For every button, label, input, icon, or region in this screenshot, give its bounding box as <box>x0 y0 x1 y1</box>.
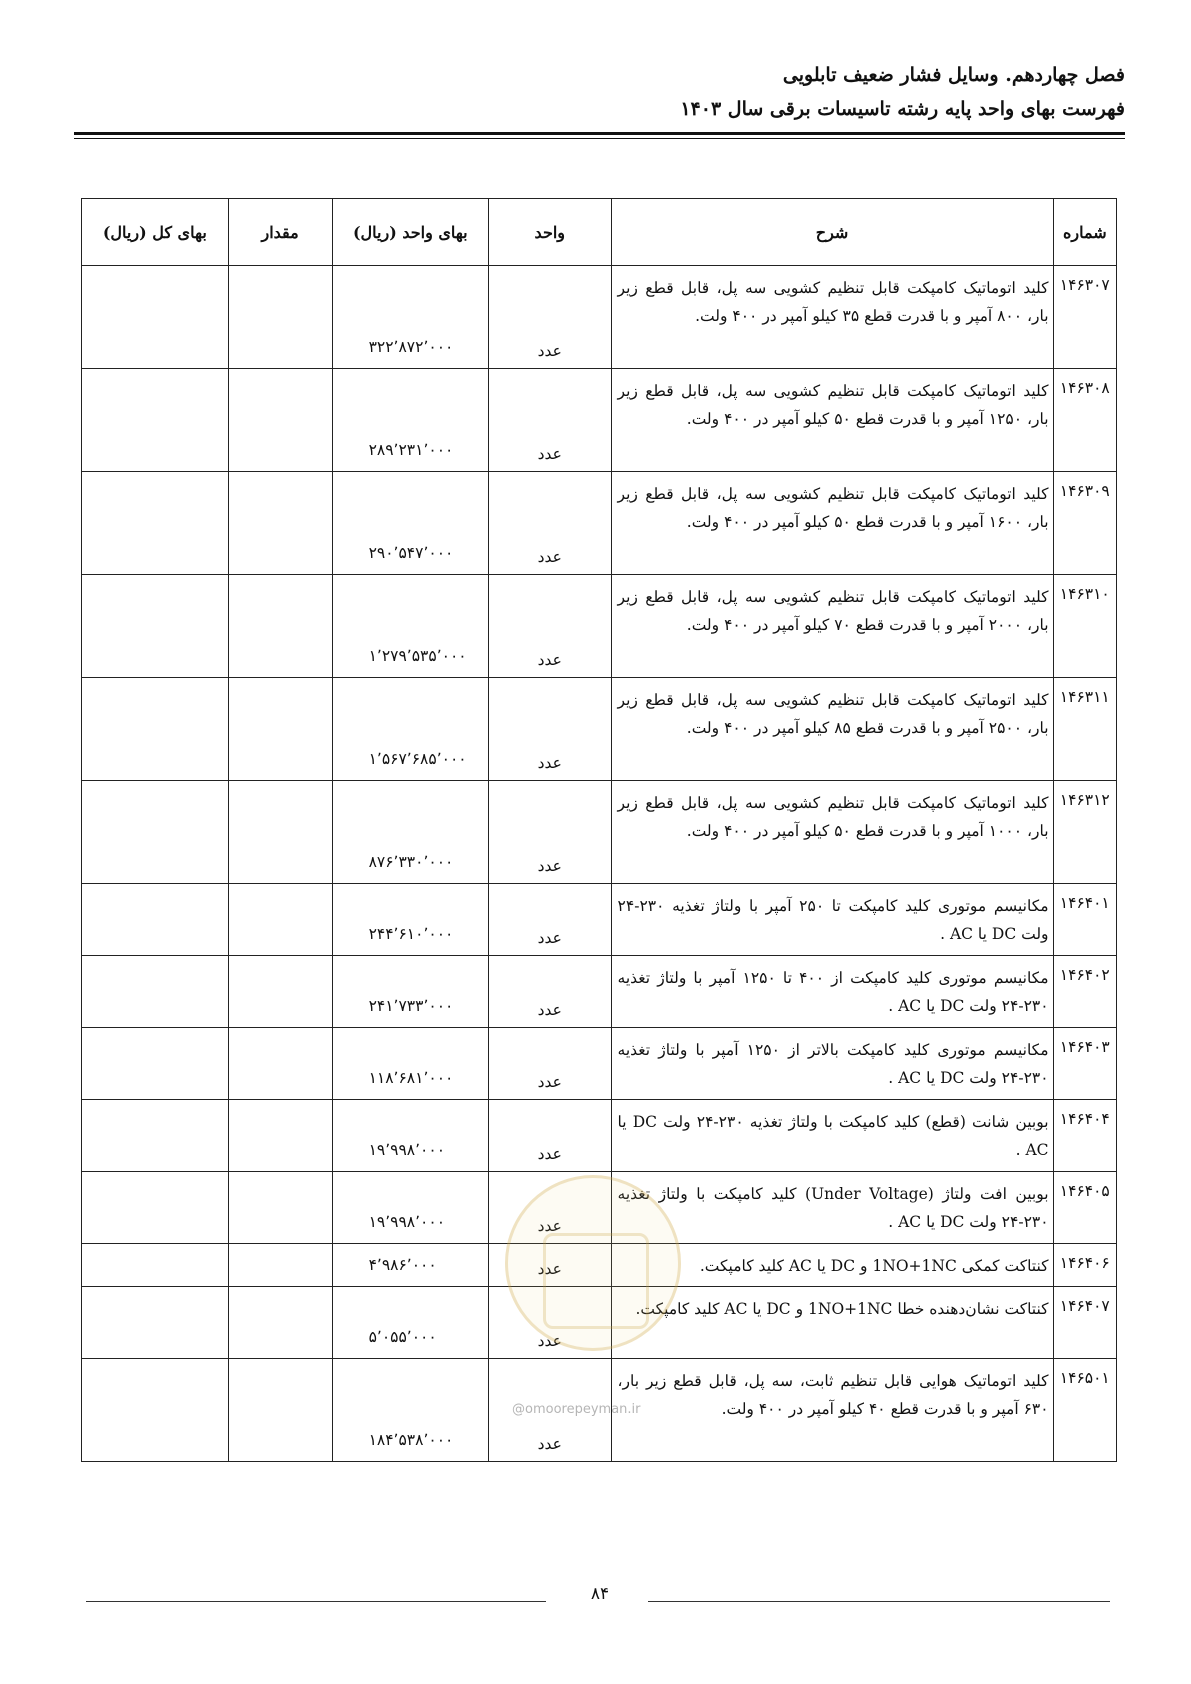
row-quantity <box>228 1359 332 1462</box>
header-total-price: بهای کل (ریال) <box>82 199 229 266</box>
header-quantity: مقدار <box>228 199 332 266</box>
header-number: شماره <box>1053 199 1116 266</box>
row-unit-price: ۱۹٬۹۹۸٬۰۰۰ <box>332 1172 488 1244</box>
row-quantity <box>228 266 332 369</box>
row-unit-price: ۲۴۱٬۷۳۳٬۰۰۰ <box>332 956 488 1028</box>
row-description: کنتاکت نشان‌دهنده خطا 1NO+1NC و DC یا AC کلید کامپکت. <box>611 1287 1053 1359</box>
row-number: ۱۴۶۴۰۲ <box>1053 956 1116 1028</box>
row-total-price <box>82 472 229 575</box>
row-unit-price: ۱٬۵۶۷٬۶۸۵٬۰۰۰ <box>332 678 488 781</box>
table-row <box>82 1100 1117 1172</box>
row-number: ۱۴۶۳۰۷ <box>1053 266 1116 369</box>
row-description: مکانیسم موتوری کلید کامپکت از ۴۰۰ تا ۱۲۵۰ آمپر با ولتاژ تغذیه ۲۳۰-۲۴ ولت DC یا AC . <box>611 956 1053 1028</box>
table-row <box>82 1244 1117 1287</box>
row-unit-price: ۲۹۰٬۵۴۷٬۰۰۰ <box>332 472 488 575</box>
row-number: ۱۴۶۴۰۱ <box>1053 884 1116 956</box>
row-number: ۱۴۶۳۰۹ <box>1053 472 1116 575</box>
row-total-price <box>82 1287 229 1359</box>
row-description: کلید اتوماتیک کامپکت قابل تنظیم کشویی سه پل، قابل قطع زیر بار، ۸۰۰ آمپر و با قدرت قطع ۳۵ کیلو آمپر در ۴۰۰ ولت. <box>611 266 1053 369</box>
table-row <box>82 781 1117 884</box>
row-unit: عدد <box>489 472 612 575</box>
page-header <box>65 58 1125 126</box>
row-total-price <box>82 1028 229 1100</box>
chapter-title: فصل چهاردهم. وسایل فشار ضعیف تابلویی <box>782 64 1125 86</box>
row-number: ۱۴۶۳۱۰ <box>1053 575 1116 678</box>
row-unit: عدد <box>489 1100 612 1172</box>
row-total-price <box>82 266 229 369</box>
table-header-row <box>82 199 1117 266</box>
row-unit: عدد <box>489 369 612 472</box>
row-total-price <box>82 781 229 884</box>
row-unit: عدد <box>489 884 612 956</box>
row-number: ۱۴۶۴۰۵ <box>1053 1172 1116 1244</box>
row-quantity <box>228 678 332 781</box>
row-unit-price: ۲۸۹٬۲۳۱٬۰۰۰ <box>332 369 488 472</box>
row-description: بوبین شانت (قطع) کلید کامپکت با ولتاژ تغذیه ۲۳۰-۲۴ ولت DC یا AC . <box>611 1100 1053 1172</box>
row-unit: عدد <box>489 956 612 1028</box>
row-number: ۱۴۶۴۰۶ <box>1053 1244 1116 1287</box>
row-total-price <box>82 956 229 1028</box>
row-description: کلید اتوماتیک کامپکت قابل تنظیم کشویی سه پل، قابل قطع زیر بار، ۱۶۰۰ آمپر و با قدرت قطع ۵۰ کیلو آمپر در ۴۰۰ ولت. <box>611 472 1053 575</box>
row-total-price <box>82 1172 229 1244</box>
row-quantity <box>228 781 332 884</box>
row-description: کلید اتوماتیک کامپکت قابل تنظیم کشویی سه پل، قابل قطع زیر بار، ۲۵۰۰ آمپر و با قدرت قطع ۸۵ کیلو آمپر در ۴۰۰ ولت. <box>611 678 1053 781</box>
row-total-price <box>82 1244 229 1287</box>
row-total-price <box>82 884 229 956</box>
row-unit-price: ۱۸۴٬۵۳۸٬۰۰۰ <box>332 1359 488 1462</box>
row-quantity <box>228 472 332 575</box>
row-unit-price: ۵٬۰۵۵٬۰۰۰ <box>332 1287 488 1359</box>
document-subtitle: فهرست بهای واحد پایه رشته تاسیسات برقی سال ۱۴۰۳ <box>680 98 1125 120</box>
row-unit-price: ۴٬۹۸۶٬۰۰۰ <box>332 1244 488 1287</box>
header-rule-thick <box>74 132 1125 135</box>
row-quantity <box>228 1287 332 1359</box>
row-unit-price: ۳۲۲٬۸۷۲٬۰۰۰ <box>332 266 488 369</box>
row-quantity <box>228 1172 332 1244</box>
row-unit: عدد <box>489 1287 612 1359</box>
row-number: ۱۴۶۵۰۱ <box>1053 1359 1116 1462</box>
table-row <box>82 956 1117 1028</box>
table-row <box>82 1287 1117 1359</box>
row-total-price <box>82 1359 229 1462</box>
row-unit: عدد <box>489 1172 612 1244</box>
row-quantity <box>228 1244 332 1287</box>
row-description: کلید اتوماتیک کامپکت قابل تنظیم کشویی سه پل، قابل قطع زیر بار، ۱۰۰۰ آمپر و با قدرت قطع ۵۰ کیلو آمپر در ۴۰۰ ولت. <box>611 781 1053 884</box>
row-number: ۱۴۶۳۱۱ <box>1053 678 1116 781</box>
table-row <box>82 575 1117 678</box>
row-total-price <box>82 1100 229 1172</box>
footer-rule-right <box>648 1601 1110 1602</box>
table-row <box>82 1172 1117 1244</box>
row-unit: عدد <box>489 1028 612 1100</box>
row-number: ۱۴۶۴۰۷ <box>1053 1287 1116 1359</box>
row-number: ۱۴۶۴۰۴ <box>1053 1100 1116 1172</box>
footer-rule-left <box>86 1601 546 1602</box>
row-unit-price: ۸۷۶٬۳۳۰٬۰۰۰ <box>332 781 488 884</box>
row-number: ۱۴۶۳۱۲ <box>1053 781 1116 884</box>
row-description: مکانیسم موتوری کلید کامپکت بالاتر از ۱۲۵۰ آمپر با ولتاژ تغذیه ۲۳۰-۲۴ ولت DC یا AC . <box>611 1028 1053 1100</box>
table-row <box>82 678 1117 781</box>
row-description: کلید اتوماتیک کامپکت قابل تنظیم کشویی سه پل، قابل قطع زیر بار، ۲۰۰۰ آمپر و با قدرت قطع ۷۰ کیلو آمپر در ۴۰۰ ولت. <box>611 575 1053 678</box>
row-total-price <box>82 369 229 472</box>
row-unit: عدد <box>489 1244 612 1287</box>
row-unit: عدد <box>489 266 612 369</box>
header-description: شرح <box>611 199 1053 266</box>
row-total-price <box>82 678 229 781</box>
row-number: ۱۴۶۳۰۸ <box>1053 369 1116 472</box>
row-description: بوبین افت ولتاژ (Under Voltage) کلید کامپکت با ولتاژ تغذیه ۲۳۰-۲۴ ولت DC یا AC . <box>611 1172 1053 1244</box>
table-row <box>82 369 1117 472</box>
row-description: کلید اتوماتیک کامپکت قابل تنظیم کشویی سه پل، قابل قطع زیر بار، ۱۲۵۰ آمپر و با قدرت قطع ۵۰ کیلو آمپر در ۴۰۰ ولت. <box>611 369 1053 472</box>
table-row <box>82 266 1117 369</box>
row-unit: عدد <box>489 678 612 781</box>
row-quantity <box>228 575 332 678</box>
header-unit: واحد <box>489 199 612 266</box>
row-unit-price: ۱٬۲۷۹٬۵۳۵٬۰۰۰ <box>332 575 488 678</box>
table-row <box>82 1028 1117 1100</box>
row-unit: عدد <box>489 1359 612 1462</box>
price-list-table <box>81 198 1117 1462</box>
row-unit-price: ۲۴۴٬۶۱۰٬۰۰۰ <box>332 884 488 956</box>
row-quantity <box>228 956 332 1028</box>
row-quantity <box>228 1100 332 1172</box>
row-quantity <box>228 369 332 472</box>
header-unit-price: بهای واحد (ریال) <box>332 199 488 266</box>
row-unit-price: ۱۹٬۹۹۸٬۰۰۰ <box>332 1100 488 1172</box>
table-row <box>82 884 1117 956</box>
row-quantity <box>228 884 332 956</box>
row-description: کلید اتوماتیک هوایی قابل تنظیم ثابت، سه پل، قابل قطع زیر بار، ۶۳۰ آمپر و با قدرت قطع ۴۰ کیلو آمپر در ۴۰۰ ولت. <box>611 1359 1053 1462</box>
row-total-price <box>82 575 229 678</box>
row-unit: عدد <box>489 781 612 884</box>
table-row <box>82 472 1117 575</box>
row-unit-price: ۱۱۸٬۶۸۱٬۰۰۰ <box>332 1028 488 1100</box>
row-quantity <box>228 1028 332 1100</box>
watermark-url: @omoorepeyman.ir <box>512 1402 641 1417</box>
row-unit: عدد <box>489 575 612 678</box>
row-description: مکانیسم موتوری کلید کامپکت تا ۲۵۰ آمپر با ولتاژ تغذیه ۲۳۰-۲۴ ولت DC یا AC . <box>611 884 1053 956</box>
row-number: ۱۴۶۴۰۳ <box>1053 1028 1116 1100</box>
header-rule-thin <box>74 138 1125 139</box>
page-number: ۸۴ <box>590 1584 610 1604</box>
row-description: کنتاکت کمکی 1NO+1NC و DC یا AC کلید کامپکت. <box>611 1244 1053 1287</box>
